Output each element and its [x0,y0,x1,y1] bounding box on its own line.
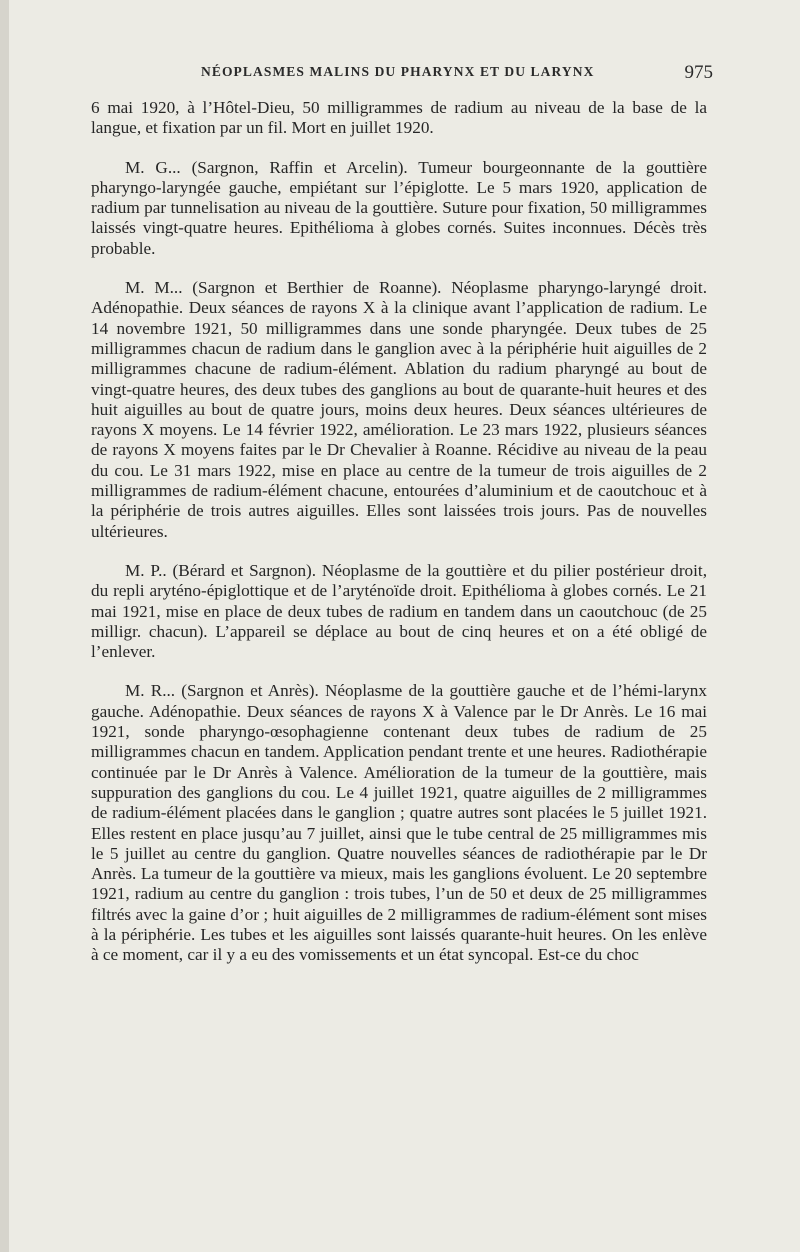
paragraph-case-g: M. G... (Sargnon, Raffin et Arcelin). Tumeur bourgeonnante de la gouttière pharyngo-laryngée gauche, empiétant sur l’épiglotte. Le 5 mars 1920, application de radium par tunnelisation au niveau de la gouttière. Suture pour fixation, 50 milligrammes laissés vingt-quatre heures. Epithélioma à globes cornés. Suites inconnues. Décès très probable. [91,157,707,258]
paragraph-case-r: M. R... (Sargnon et Anrès). Néoplasme de la gouttière gauche et de l’hémi-larynx gauche. Adénopathie. Deux séances de rayons X à Valence par le Dr Anrès. Le 16 mai 1921, sonde pharyngo-œsophagienne contenant deux tubes de radium de 25 milligrammes chacun en tandem. Application pendant trente et une heures. Radiothérapie continuée par le Dr Anrès à Valence. Amélioration de la tumeur de la gouttière, mais suppuration des ganglions du cou. Le 4 juillet 1921, quatre aiguilles de 2 milligrammes de radium-élément placées dans le ganglion ; quatre autres sont placées le 5 juillet 1921. Elles restent en place jusqu’au 7 juillet, ainsi que le tube central de 25 milligrammes mis le 5 juillet au centre du ganglion. Quatre nouvelles séances de radiothérapie par le Dr Anrès. La tumeur de la gouttière va mieux, mais les ganglions évoluent. Le 20 septembre 1921, radium au centre du ganglion : trois tubes, l’un de 50 et deux de 25 milligrammes filtrés avec la gaine d’or ; huit aiguilles de 2 milligrammes de radium-élément sont mises à la périphérie. Les tubes et les aiguilles sont laissés quarante-huit heures. On les enlève à ce moment, car il y a eu des vomissements et un état syncopal. Est-ce du choc [91,681,707,965]
paragraph-case-p: M. P.. (Bérard et Sargnon). Néoplasme de la gouttière et du pilier postérieur droit, du repli aryténo-épiglottique et de l’aryténoïde droit. Epithélioma à globes cornés. Le 21 mai 1921, mise en place de deux tubes de radium en tandem dans un caoutchouc (de 25 milligr. chacun). L’appareil se déplace au bout de cinq heures et on a été obligé de l’enlever. [91,560,707,662]
page-header [91,62,713,86]
page-body [91,98,707,966]
paragraph-case-m: M. M... (Sargnon et Berthier de Roanne). Néoplasme pharyngo-laryngé droit. Adénopathie. Deux séances de rayons X à la clinique avant l’application de radium. Le 14 novembre 1921, 50 milligrammes dans une sonde pharyngée. Deux tubes de 25 milligrammes chacun de radium dans le ganglion avec à la périphérie huit aiguilles de 2 milligrammes chacune de radium-élément. Ablation du radium pharyngé au bout de vingt-quatre heures, des deux tubes des ganglions au bout de quarante-huit heures et des huit aiguilles au bout de quatre jours, moins deux heures. Deux séances ultérieures de rayons X moyens. Le 14 février 1922, amélioration. Le 23 mars 1922, plusieurs séances de rayons X moyens faites par le Dr Chevalier à Roanne. Récidive au niveau de la peau du cou. Le 31 mars 1922, mise en place au centre de la tumeur de trois aiguilles de 2 milligrammes de radium-élément chacune, entourées d’aluminium et de caoutchouc et à la périphérie de trois autres aiguilles. Elles sont laissées trois jours. Pas de nouvelles ultérieures. [91,278,707,541]
paragraph-continuation: 6 mai 1920, à l’Hôtel-Dieu, 50 milligrammes de radium au niveau de la base de la langue, et fixation par un fil. Mort en juillet 1920. [91,98,707,138]
running-title: NÉOPLASMES MALINS DU PHARYNX ET DU LARYNX [201,64,595,79]
page-number: 975 [684,62,713,83]
